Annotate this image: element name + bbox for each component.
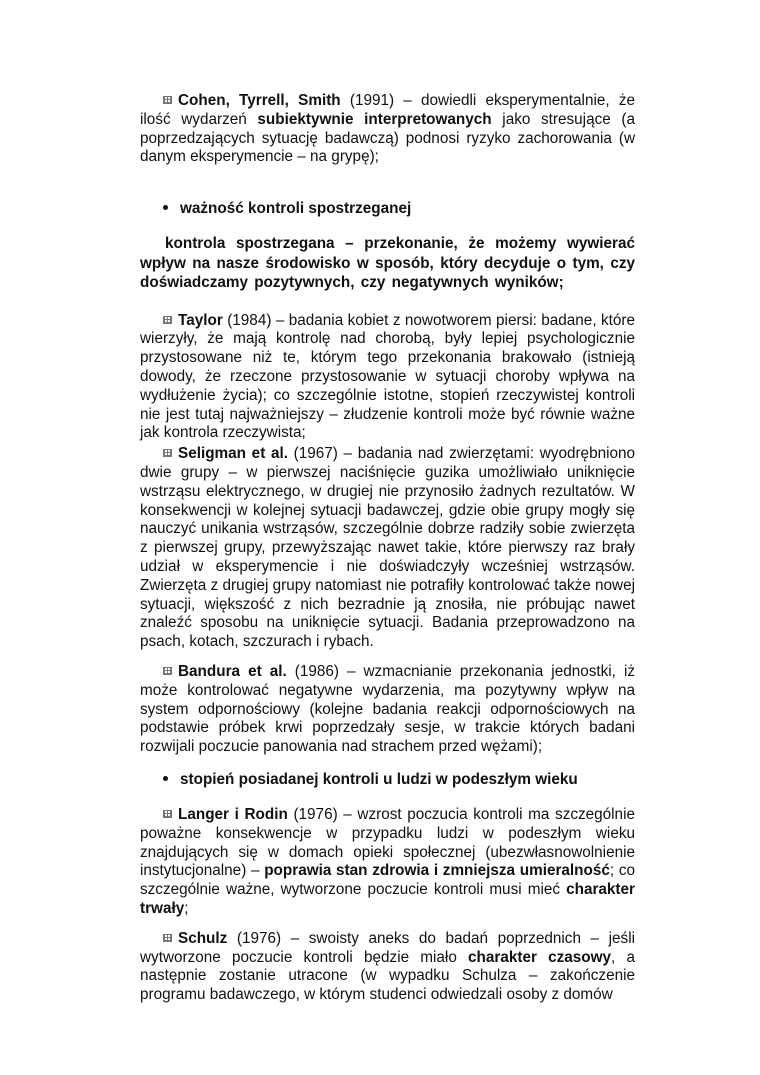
bold-text: Taylor — [178, 311, 223, 329]
text: jako stresujące (a poprzedzających sytuację badawczą) podnosi ryzyko zachorowania (w danym eksperymencie – na grypę); — [140, 110, 636, 166]
bullet-text: stopień posiadanej kontroli u ludzi w podeszłym wieku — [180, 771, 578, 789]
bold-text: Cohen, Tyrrell, Smith — [178, 92, 341, 109]
grid-icon — [163, 667, 172, 675]
paragraph-cohen — [140, 92, 635, 167]
bold-text: charakter trwały — [140, 881, 635, 917]
grid-icon — [163, 316, 172, 324]
text: (1991) – dowiedli eksperymentalnie, że ilość wydarzeń — [140, 92, 635, 128]
bold-text: Langer i Rodin — [178, 806, 288, 824]
bullet-icon — [163, 205, 168, 210]
text: ; — [184, 900, 189, 917]
bullet-heading-perceived-control — [140, 199, 635, 218]
bullet-heading-elderly-control — [140, 770, 635, 789]
grid-icon — [163, 449, 172, 457]
text: (1976) – wzrost poczucia kontroli ma szczególnie poważne konsekwencje w przypadku ludzi w podeszłym wieku znajdujących się w domach opieki społecznej (ubezwłasnowolnienie instytucjonalne) – — [140, 806, 635, 880]
grid-icon — [163, 96, 172, 104]
paragraph-schulz — [140, 930, 635, 1005]
paragraph-langer-rodin — [140, 806, 635, 919]
text: (1976) – swoisty aneks do badań poprzednich – jeśli wytworzone poczucie kontroli będzie miało — [140, 929, 635, 966]
paragraph-bandura — [140, 663, 635, 757]
text: , a następnie zostanie utracone (w wypadku Schulza – zakończenie programu badawczego, w którym studenci odwiedzali osoby z domów — [140, 948, 635, 1004]
bold-text: poprawia stan zdrowia i zmniejsza umieralność — [264, 862, 610, 880]
grid-icon — [163, 810, 172, 818]
bold-text: subiektywnie interpretowanych — [257, 110, 492, 128]
definition-perceived-control: kontrola spostrzegana – przekonanie, że możemy wywierać wpływ na nasze środowisko w sposób, który decyduje o tym, czy doświadczamy pozytywnych, czy negatywnych wyników; — [140, 235, 635, 292]
bold-text: Schulz — [178, 929, 228, 947]
paragraph-seligman — [140, 445, 635, 652]
text: (1967) – badania nad zwierzętami: wyodrębniono dwie grupy – w pierwszej naciśnięcie guzika umożliwiało uniknięcie wstrząsu elektrycznego, w drugiej nie przynosiło żadnych rezultatów. W konsekwencji w kolejnej sytuacji badawczej, gdzie obie grupy mogły się nauczyć unikania wstrząsów, szczególnie dobrze radziły sobie zwierzęta z pierwszej grupy, przewyższając nawet takie, które pierwszy raz brały udział w eksperymencie i nie doświadczyły wcześniej wstrząsów. Zwierzęta z drugiej grupy natomiast nie potrafiły kontrolować także nowej sytuacji, większość z nich bezradnie ją znosiła, nie próbując nawet znaleźć sposobu na uniknięcie sytuacji. Badania przeprowadzono na psach, kotach, szczurach i rybach. — [140, 445, 635, 651]
text: ; co szczególnie ważne, wytworzone poczucie kontroli musi mieć — [140, 862, 635, 899]
text: (1984) – badania kobiet z nowotworem piersi: badane, które wierzyły, że mają kontrolę nad chorobą, były lepiej psychologicznie przystosowane niż te, którym tego przekonania brakowało (istnieją dowody, że rzeczone przystosowanie w sytuacji choroby wpływa na wydłużenie życia); co szczególnie istotne, stopień rzeczywistej kontroli nie jest tutaj najważniejszy – złudzenie kontroli może być równie ważne jak kontrola rzeczywista; — [140, 311, 635, 442]
bold-text: charakter czasowy — [468, 948, 612, 966]
bullet-text: ważność kontroli spostrzeganej — [180, 200, 412, 218]
bold-text: Seligman et al. — [178, 445, 288, 463]
paragraph-taylor — [140, 312, 635, 444]
text: (1986) – wzmacnianie przekonania jednostki, iż może kontrolować negatywne wydarzenia, ma pozytywny wpływ na system odpornościowy (kolejne badania reakcji odpornościowych na podstawie próbek krwi poprzedzały sesje, w trakcie których badani rozwijali poczucie panowania nad strachem przed wężami); — [140, 663, 635, 756]
grid-icon — [163, 934, 172, 942]
bullet-icon — [163, 776, 168, 781]
bold-text: Bandura et al. — [178, 663, 287, 681]
